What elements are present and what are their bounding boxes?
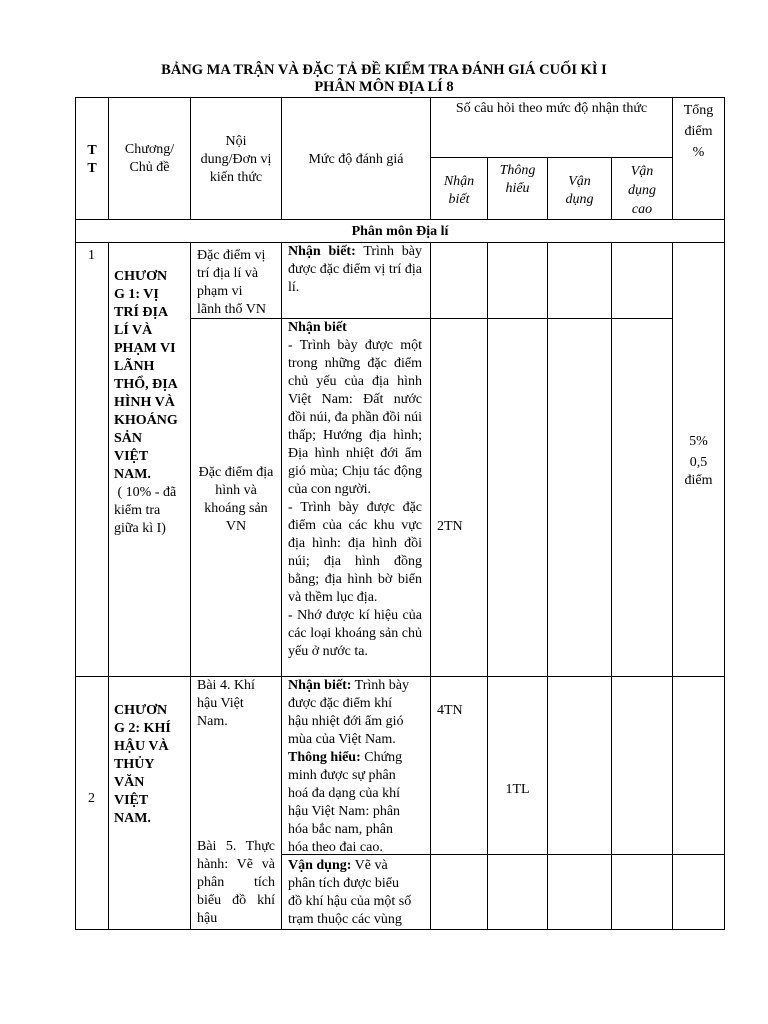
row1-tong-diem: 0,5 điểm	[684, 455, 713, 488]
row2-muc-do-b-label: Vận dụng:	[288, 858, 352, 873]
row2-chuong-title: CHƯƠN G 2: KHÍ HẬU VÀ THỦY VĂN VIỆT NAM.	[114, 703, 171, 826]
header-bottom-line	[75, 219, 725, 220]
row1-tong-percent: 5%	[689, 434, 708, 449]
col-line-1-body	[108, 242, 109, 930]
table-border-bottom	[75, 929, 725, 930]
row2-muc-do-a-text-1: Trình bày được đặc điểm khí hậu nhiệt đới ẩm gió mùa của Việt Nam.	[288, 678, 409, 747]
col-line-6-body	[547, 242, 548, 930]
header-thong-hieu: Thông hiểu	[499, 163, 536, 196]
header-muc-do: Mức độ đánh giá	[308, 152, 404, 167]
row1-nhan-biet-b: 2TN	[437, 519, 463, 534]
row1-muc-do-b-label: Nhận biết	[288, 320, 347, 335]
table-border-right	[724, 97, 725, 930]
row1-muc-do-a-label: Nhận biết:	[288, 244, 356, 259]
row1-muc-do-a-text: Trình bày được đặc điểm vị trí địa lí.	[288, 244, 422, 295]
row1-noi-dung-a: Đặc điểm vị trí địa lí và phạm vi lãnh thổ VN	[197, 248, 266, 317]
col-line-8-body	[672, 242, 673, 930]
row1-muc-do-a	[288, 243, 422, 297]
header-chuong: Chương/ Chủ đề	[124, 142, 175, 175]
row2-muc-do-b-text: Vẽ và phân tích được biểu đồ khí hậu của một số trạm thuộc các vùng	[288, 858, 412, 927]
col-line-4-body	[430, 242, 431, 930]
header-van-dung-cao: Vận dụng cao	[628, 164, 656, 217]
title-line-2: PHÂN MÔN ĐỊA LÍ 8	[314, 79, 454, 95]
row2-noi-dung-a: Bài 4. Khí hậu Việt Nam.	[197, 678, 255, 729]
col-line-3-body	[281, 242, 282, 930]
title-line-1: BẢNG MA TRẬN VÀ ĐẶC TẢ ĐỀ KIỂM TRA ĐÁNH GIÁ CUỐI KÌ I	[161, 62, 607, 78]
row2-noi-dung-b: Bài 5. Thực hành: Vẽ và phân tích biểu đồ khí hậu	[197, 839, 275, 926]
row1-muc-do-b	[288, 319, 422, 661]
row2-muc-do-a-label-2: Thông hiểu:	[288, 750, 361, 765]
row1-chuong-note: ( 10% - đã kiểm tra giữa kì I)	[114, 485, 177, 536]
header-tt: T T	[87, 143, 97, 176]
row2-thong-hieu-a: 1TL	[505, 782, 530, 797]
row1-muc-do-b-text: - Trình bày được một trong những đặc điểm chủ yếu của địa hình Việt Nam: Đất nước đồi núi, đa phần đồi núi thấp; Hướng địa hình; Địa hình nhiệt đới ẩm gió mùa; Chịu tác động của con người. - Trình bày được đặc điểm của các khu vực địa hình: địa hình đồi núi; địa hình đồng bằng; địa hình bờ biển và thềm lục địa. - Nhớ được kí hiệu của các loại khoáng sản chủ yếu ở nước ta.	[288, 338, 422, 659]
row2-muc-do-b	[288, 857, 428, 929]
row1-chuong	[114, 268, 190, 538]
row2-tt: 2	[88, 791, 95, 806]
header-noi-dung: Nội dung/Đơn vị kiến thức	[200, 134, 272, 185]
row2-nhan-biet-a: 4TN	[437, 703, 463, 718]
header-van-dung: Vận dụng	[565, 174, 594, 207]
table-border-top	[75, 97, 725, 98]
section-phan-mon: Phân môn Địa lí	[351, 224, 449, 239]
row2-muc-do-a-text-2: Chứng minh được sự phân hoá đa dạng của khí hậu Việt Nam: phân hóa bắc nam, phân hóa theo đai cao.	[288, 750, 403, 855]
row2-muc-do-a-label-1: Nhận biết:	[288, 678, 352, 693]
col-line-2-body	[190, 242, 191, 930]
row2-muc-do-a	[288, 677, 428, 857]
header-divider	[430, 157, 672, 158]
header-so-cau: Số câu hỏi theo mức độ nhận thức	[455, 101, 648, 116]
header-nhan-biet: Nhận biết	[443, 174, 475, 207]
col-line-5-body	[487, 242, 488, 930]
header-tong-diem: Tổng điểm %	[683, 103, 714, 160]
row1-chuong-title: CHƯƠN G 1: VỊ TRÍ ĐỊA LÍ VÀ PHẠM VI LÃNH THỔ, ĐỊA HÌNH VÀ KHOÁNG SẢN VIỆT NAM.	[114, 269, 178, 482]
row1-tt: 1	[88, 248, 95, 263]
table-border-left	[75, 97, 76, 930]
row1-noi-dung-b: Đặc điểm địa hình và khoáng sản VN	[198, 465, 274, 534]
col-line-7-body	[611, 242, 612, 930]
